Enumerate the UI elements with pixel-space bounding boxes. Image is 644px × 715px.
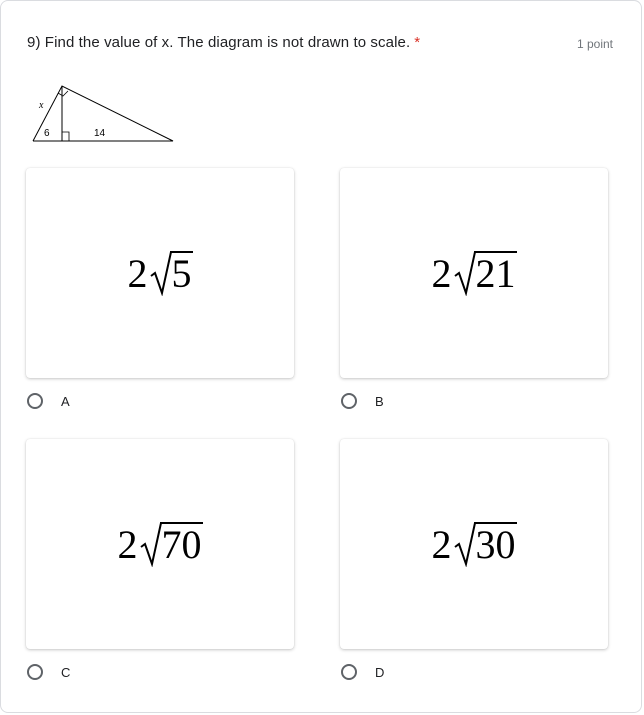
coefficient: 2 xyxy=(117,521,138,567)
square-root xyxy=(150,250,193,296)
radical-sign-icon xyxy=(140,521,162,567)
option-a-image[interactable] xyxy=(26,168,294,378)
option-d-expression xyxy=(432,521,517,568)
option-a-expression xyxy=(128,250,193,297)
coefficient: 2 xyxy=(431,521,452,567)
option-c-radio[interactable] xyxy=(27,664,43,680)
radicand: 70 xyxy=(161,522,202,567)
option-b-radio[interactable] xyxy=(341,393,357,409)
label-6: 6 xyxy=(44,128,50,139)
triangle-diagram xyxy=(29,81,189,147)
option-b-image[interactable] xyxy=(340,168,608,378)
option-d-image[interactable] xyxy=(340,439,608,649)
label-x: x xyxy=(39,100,44,111)
label-14: 14 xyxy=(94,128,106,139)
radical-sign-icon xyxy=(454,521,476,567)
right-angle-mark-bottom xyxy=(62,132,69,141)
option-c-label: C xyxy=(61,664,71,680)
option-b-row[interactable] xyxy=(341,393,384,409)
radical-sign-icon xyxy=(150,250,172,296)
question-title xyxy=(27,34,420,51)
option-a-row[interactable] xyxy=(27,393,70,409)
option-d-label: D xyxy=(375,664,385,680)
radicand: 5 xyxy=(171,251,192,296)
option-d-radio[interactable] xyxy=(341,664,357,680)
option-b-expression xyxy=(432,250,517,297)
coefficient: 2 xyxy=(127,250,148,296)
radical-sign-icon xyxy=(454,250,476,296)
option-c-image[interactable] xyxy=(26,439,294,649)
option-d-row[interactable] xyxy=(341,664,384,680)
radicand: 30 xyxy=(475,522,516,567)
option-a-radio[interactable] xyxy=(27,393,43,409)
question-text: 9) Find the value of x. The diagram is not drawn to scale. xyxy=(27,34,411,51)
coefficient: 2 xyxy=(431,250,452,296)
points-label: 1 point xyxy=(576,37,613,51)
option-b-label: B xyxy=(375,393,384,409)
required-marker: * xyxy=(414,34,421,51)
option-a-label: A xyxy=(61,393,70,409)
square-root xyxy=(454,250,517,296)
option-c-row[interactable] xyxy=(27,664,70,680)
radicand: 21 xyxy=(475,251,516,296)
square-root xyxy=(454,521,517,567)
square-root xyxy=(140,521,203,567)
option-c-expression xyxy=(118,521,203,568)
